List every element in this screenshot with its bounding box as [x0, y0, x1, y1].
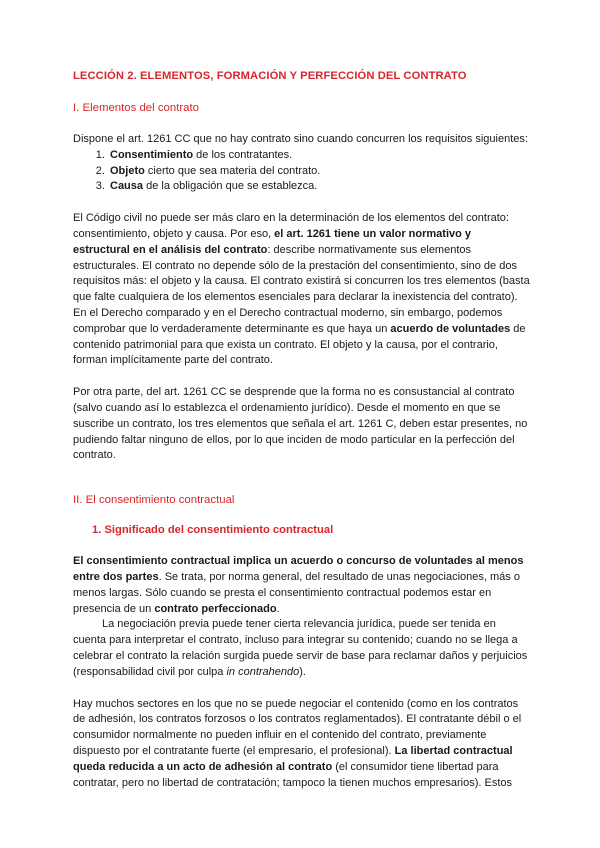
- text-run: El Código civil no puede ser más claro en la determinación de los elementos del contrato: consentimiento, objeto y causa. Por eso,: [73, 212, 509, 240]
- list-item-text: de la obligación que se establezca.: [143, 180, 318, 193]
- list-item-term: Objeto: [110, 164, 145, 177]
- bold-text-run: La libertad contractual queda reducida a un acto de adhesión al contrato: [73, 744, 513, 773]
- list-item: [108, 179, 530, 195]
- list-item: [108, 164, 530, 180]
- list-item-term: Consentimiento: [110, 148, 194, 161]
- intro-paragraph: Dispone el art. 1261 CC que no hay contrato sino cuando concurren los requisitos siguientes:: [73, 133, 528, 145]
- list-item-text: cierto que sea materia del contrato.: [144, 164, 321, 177]
- paragraph-code-civil: [73, 211, 530, 306]
- text-run: En el Derecho comparado y en el Derecho contractual moderno, sin embargo, podemos comprobar que lo verdaderamente determinante es que haya un: [73, 306, 503, 335]
- section-heading-elements: I. Elementos del contrato: [73, 102, 199, 114]
- list-item: [108, 148, 530, 164]
- paragraph-consent-meaning: [73, 554, 530, 617]
- bold-text-run: acuerdo de voluntades: [390, 322, 511, 335]
- paragraph-derecho-comparado: [73, 306, 530, 369]
- bold-text-run: El consentimiento contractual implica un acuerdo o concurso de voluntades al menos entre dos partes: [73, 555, 524, 583]
- text-run: Hay muchos sectores en los que no se puede negociar el contenido (como en los contratos de adhesión, los contratos forzosos o los contratos reglamentados). El contratante débil o el consumidor normalmente no pueden influir en el contenido del contrato, previamente dispuesto por el contratante fuerte (el empresario, el profesional).: [73, 697, 522, 757]
- paragraph-negotiation: [73, 617, 530, 680]
- italic-text-run: in contrahendo: [226, 665, 300, 678]
- paragraph-forma: Por otra parte, del art. 1261 CC se desprende que la forma no es consustancial al contrato (salvo cuando así lo establezca el ordenamiento jurídico). Desde el momento en que se suscribe un contrato, los tres elementos que señala el art. 1261 C, deben estar presentes, no pudiendo faltar ninguno de ellos, por lo que inciden de modo particular en la perfección del contrato.: [73, 386, 528, 462]
- text-run: de contenido patrimonial para que exista un contrato. El objeto y la causa, por el contrario, forman implícitamente parte del contrato.: [73, 322, 526, 367]
- text-run: : describe normativamente sus elementos estructurales. El contrato no depende sólo de la prestación del consentimiento, sino de dos requisitos más: el objeto y la causa. El contrato existirá si concurren los tres elementos (basta que falte cualquiera de los elementos esenciales para declarar la inexistencia del contrato).: [73, 243, 530, 304]
- section-heading-consent: II. El consentimiento contractual: [73, 494, 235, 507]
- bold-text-run: contrato perfeccionado: [154, 602, 277, 615]
- text-run: ).: [299, 665, 306, 678]
- list-item-text: de los contratantes.: [193, 148, 293, 161]
- subsection-heading-meaning: 1. Significado del consentimiento contractual: [92, 524, 334, 537]
- list-item-term: Causa: [110, 180, 144, 193]
- text-run: La negociación previa puede tener cierta relevancia jurídica, puede ser tenida en cuenta para interpretar el contrato, incluso para integrar su contenido; cuando no se llega a celebrar el contrato la relación surgida puede servir de base para reclamar daños y perjuicios (responsabilidad civil por culpa: [73, 618, 528, 678]
- bold-text-run: el art. 1261 tiene un valor normativo y estructural en el análisis del contrato: [73, 227, 472, 256]
- text-run: .: [276, 602, 280, 615]
- paragraph-adhesion: [73, 697, 530, 792]
- text-run: (el consumidor tiene libertad para contratar, pero no libertad de contratación; tampoco la tienen muchos empresarios). Estos: [73, 760, 513, 789]
- document-title: LECCIÓN 2. ELEMENTOS, FORMACIÓN Y PERFECCIÓN DEL CONTRATO: [73, 70, 467, 82]
- requirements-list: [73, 148, 530, 195]
- text-run: . Se trata, por norma general, del resultado de unas negociaciones, más o menos largas. Sólo cuando se presta el consentimiento contractual podemos estar en presencia de un: [73, 570, 520, 615]
